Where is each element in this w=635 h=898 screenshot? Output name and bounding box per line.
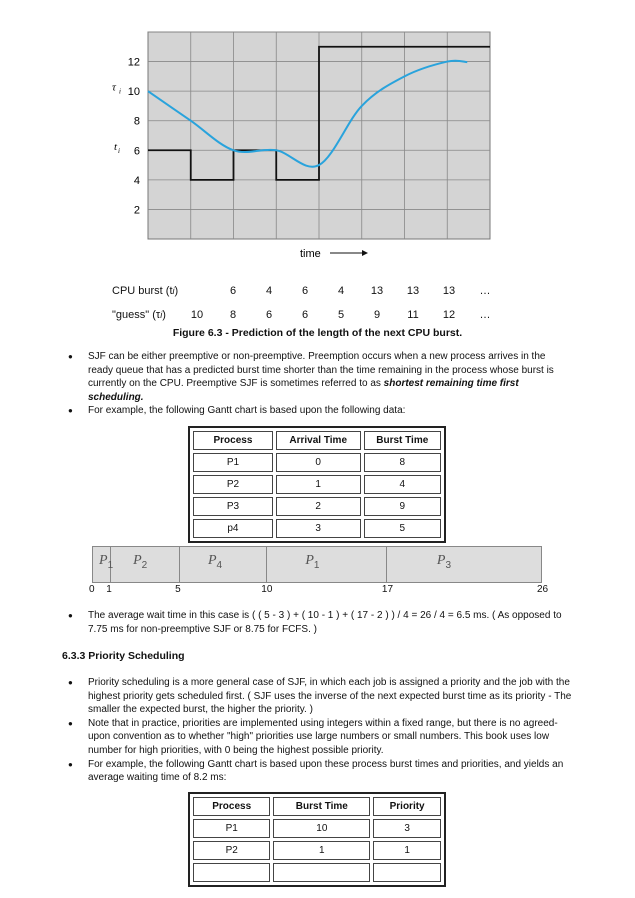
table-cell: P2 [193, 475, 273, 494]
table-cell: 10 [273, 819, 370, 838]
bullet-example: ● For example, the following Gantt chart is based upon the following data: [76, 404, 566, 418]
table-header-row [193, 431, 441, 450]
cpu-burst-value: 6 [301, 285, 309, 297]
cpu-burst-value: 4 [265, 285, 273, 297]
gantt-tick-label: 0 [89, 584, 95, 595]
cpu-burst-label: CPU burst (ti) [112, 285, 179, 297]
gantt-tick-label: 5 [175, 584, 181, 595]
header-burst: Burst Time [273, 797, 370, 816]
guess-value: 6 [301, 309, 309, 321]
table-cell: 5 [364, 519, 441, 538]
gantt-tick-label: 10 [261, 584, 273, 595]
wait-bullets [76, 609, 566, 636]
table-cell: P3 [193, 497, 273, 516]
gantt-cell [267, 547, 388, 582]
table-cell: 1 [276, 475, 361, 494]
gantt-cell [180, 547, 266, 582]
cpu-burst-value: 13 [406, 285, 420, 297]
header-burst: Burst Time [364, 431, 441, 450]
guess-value: … [479, 309, 491, 321]
header-process: Process [193, 797, 270, 816]
table-cell: 3 [373, 819, 441, 838]
guess-value: 10 [190, 309, 204, 321]
y-label-tau: τ [112, 81, 116, 94]
table-cell: 2 [276, 497, 361, 516]
figure-caption: Figure 6.3 - Prediction of the length of the next CPU burst. [172, 327, 463, 339]
table-cell: P2 [193, 841, 270, 860]
header-arrival: Arrival Time [276, 431, 361, 450]
table-cell: 0 [276, 453, 361, 472]
table-row [193, 497, 441, 516]
gantt-cell-label: $P_2$ [133, 553, 148, 571]
cpu-burst-value: … [479, 285, 491, 297]
guess-value: 8 [229, 309, 237, 321]
cpu-burst-value: 13 [370, 285, 384, 297]
y-tick-label: 12 [127, 56, 140, 69]
table-cell: 8 [364, 453, 441, 472]
table-cell [273, 863, 370, 882]
cpu-burst-row [112, 285, 532, 301]
header-priority: Priority [373, 797, 441, 816]
cpu-burst-value: 13 [442, 285, 456, 297]
gantt-cell [93, 547, 114, 582]
table-cell: 1 [273, 841, 370, 860]
table-row [193, 819, 441, 838]
gantt-cell-label: $P_1$ [99, 553, 114, 571]
table-cell: P1 [193, 453, 273, 472]
section-title: 6.3.3 Priority Scheduling [62, 650, 185, 662]
guess-row [112, 309, 532, 325]
arrival-table [188, 426, 446, 543]
bullet-priority-note: ● Note that in practice, priorities are implemented using integers within a fixed range, but there is no agreed-upon convention as to whether "high" priorities use large numbers or small numbers. This book uses low number for high priorities, with 0 being the highest possible priority. [76, 717, 572, 758]
table-cell: P1 [193, 819, 270, 838]
guess-value: 11 [407, 309, 419, 321]
gantt-tick-label: 26 [537, 584, 549, 595]
y-tick-label: 2 [133, 204, 140, 217]
guess-label: "guess" (τi) [112, 309, 166, 321]
bullet-priority-def: ● Priority scheduling is a more general case of SJF, in which each job is assigned a priority and the job with the highest priority gets scheduled first. ( SJF uses the inverse of the next expected burst time as its priority - The smaller the expected burst, the higher the priority. ) [76, 676, 572, 717]
gantt-chart [92, 546, 542, 583]
y-label-t: t [114, 140, 118, 153]
x-axis-label: time [300, 248, 321, 260]
y-tick-label: 4 [133, 174, 140, 187]
gantt-tick-label: 17 [381, 584, 394, 595]
burst-prediction-chart [100, 28, 540, 264]
priority-table [188, 792, 446, 887]
table-cell [193, 863, 270, 882]
guess-value: 12 [442, 309, 456, 321]
table-cell: 1 [373, 841, 441, 860]
table-row [193, 519, 441, 538]
y-tick-label: 10 [127, 86, 140, 99]
guess-value: 9 [373, 309, 381, 321]
gantt-cell [387, 547, 541, 582]
priority-bullets [76, 676, 572, 785]
table-cell: 9 [364, 497, 441, 516]
table-row [193, 475, 441, 494]
gantt-cell [111, 547, 180, 582]
guess-value: 5 [337, 309, 345, 321]
bullet-average-wait: ● The average wait time in this case is ( ( 5 - 3 ) + ( 10 - 1 ) + ( 17 - 2 ) ) / 4 = 26 / 4 = 6.5 ms. ( As opposed to 7.75 ms for non-preemptive SJF or 8.75 for FCFS. ) [76, 609, 566, 636]
y-tick-label: 8 [133, 115, 140, 128]
table-cell: 4 [364, 475, 441, 494]
table-row [193, 841, 441, 860]
y-label-t-sub: i [118, 146, 120, 155]
bullet-priority-example: ● For example, the following Gantt chart is based upon these process burst times and priorities, and yields an average waiting time of 8.2 ms: [76, 758, 572, 785]
table-cell: 3 [276, 519, 361, 538]
gantt-cell-label: $P_3$ [436, 553, 452, 571]
y-label-tau-sub: i [119, 87, 121, 96]
x-axis-arrow-head [362, 250, 368, 256]
guess-value: 6 [265, 309, 273, 321]
table-header-row [193, 797, 441, 816]
gantt-cell-label: $P_1$ [305, 553, 320, 571]
sjf-bullets [76, 350, 566, 418]
gantt-tick-label: 1 [106, 584, 112, 595]
table-row [193, 863, 441, 882]
cpu-burst-value: 4 [337, 285, 345, 297]
header-process: Process [193, 431, 273, 450]
table-row [193, 453, 441, 472]
table-cell [373, 863, 441, 882]
cpu-burst-value: 6 [229, 285, 237, 297]
bullet-preemptive: ● SJF can be either preemptive or non-preemptive. Preemption occurs when a new process arrives in the ready queue that has a predicted burst time shorter than the time remaining in the process whose burst is currently on the CPU. Preemptive SJF is sometimes referred to as shortest remaining time first scheduling. [76, 350, 566, 404]
gantt-cell-label: $P_4$ [207, 553, 223, 571]
y-tick-label: 6 [133, 145, 140, 158]
table-cell: p4 [193, 519, 273, 538]
